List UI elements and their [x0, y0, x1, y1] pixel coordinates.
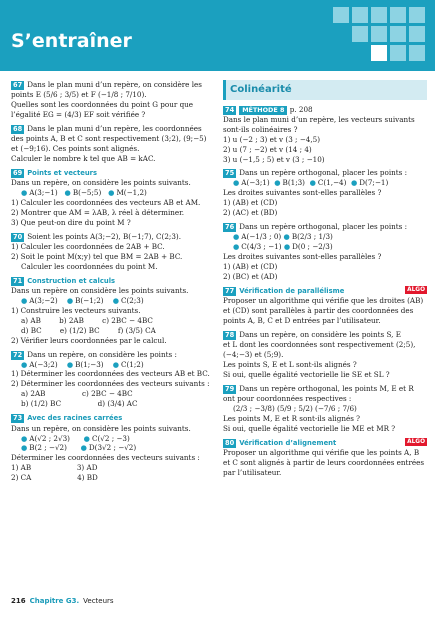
- text: par l’utilisateur.: [223, 467, 282, 477]
- exercise-number: 69: [13, 168, 23, 177]
- right-column: [223, 80, 427, 482]
- text: Dans un repère orthogonal, les points M, E et R: [239, 383, 414, 393]
- exercise-number: 77: [225, 286, 235, 295]
- algo-badge: ALGO: [407, 438, 425, 445]
- text: Dans un repère, on considère les points suivants.: [11, 423, 191, 433]
- exercise-number: 75: [225, 169, 235, 178]
- exercise-number: 74: [225, 105, 235, 114]
- points-list: ● A(3;−1) ● B(−5;5) ● M(−1,2): [21, 187, 147, 197]
- question: 2) (BC) et (AD): [223, 271, 278, 281]
- text: sont-ils colinéaires ?: [223, 124, 298, 134]
- exercise-title: Points et vecteurs: [27, 168, 98, 177]
- text: Dans le plan muni d’un repère, on considère les: [27, 80, 202, 89]
- question: 1) Calculer les coordonnées des vecteurs AB et AM.: [11, 197, 201, 207]
- items-row: a) AB b) 2AB c) 2BC − 4BC: [21, 315, 153, 325]
- text: Dans un repère, on considère les points S, E: [239, 330, 401, 340]
- items-row: 1) AB 3) AD: [11, 463, 98, 473]
- items-row: d) BC e) (1/2) BC f) (3/5) CA: [21, 325, 156, 335]
- exercise-number: 73: [13, 414, 23, 423]
- decor-square: [409, 7, 425, 23]
- exercise-78: [223, 330, 427, 380]
- text: et L dont les coordonnées sont respectivement (2;5),: [223, 340, 416, 350]
- exercise-number: 80: [225, 438, 235, 447]
- question: 1) Construire les vecteurs suivants.: [11, 305, 141, 315]
- question: 1) Calculer les coordonnées de 2AB + BC.: [11, 241, 165, 251]
- text: et (−9;16). Ces points sont alignés.: [11, 143, 140, 153]
- question: 1) (AB) et (CD): [223, 198, 278, 208]
- question: 2) Vérifier leurs coordonnées par le calcul.: [11, 335, 167, 345]
- points-list: ● A(−3;1) ● B(1;3) ● C(1,−4) ● D(7;−1): [233, 178, 389, 188]
- exercise-80: [223, 438, 427, 478]
- page-footer: [11, 597, 114, 605]
- exercise-title: Construction et calculs: [27, 276, 116, 285]
- items-row: b) (1/2) BC d) (3/4) AC: [21, 399, 138, 409]
- exercise-74: [223, 105, 427, 165]
- points-list: ● A(−1/3 ; 0) ● B(2/3 ; 1/3): [233, 232, 333, 242]
- exercise-79: [223, 384, 427, 434]
- question: 1) u (−2 ; 3) et v (3 ; −4,5): [223, 134, 321, 144]
- question: 3) Que peut-on dire du point M ?: [11, 217, 131, 227]
- text: Les droites suivantes sont-elles parallèles ?: [223, 188, 382, 198]
- text: Dans un repère, on considère les points :: [27, 349, 177, 359]
- text: l’égalité EG = (4/3) EF soit vérifiée ?: [11, 109, 146, 119]
- left-column: [11, 80, 217, 487]
- exercise-67: [11, 80, 217, 120]
- exercise-title: Vérification d’alignement: [239, 438, 337, 447]
- algo-badge: ALGO: [407, 286, 425, 293]
- points-list: ● C(4/3 ; −1) ● D(0 ; −2/3): [233, 242, 333, 252]
- text: Dans un repère, on considère les points suivants.: [11, 178, 191, 187]
- exercise-number: 76: [225, 223, 235, 232]
- exercise-number: 78: [225, 331, 235, 340]
- decor-square: [390, 26, 406, 42]
- text: (−4;−3) et (5;9).: [223, 350, 284, 360]
- question: 1) (AB) et (CD): [223, 262, 278, 272]
- chapter-label: Chapitre G3.: [29, 597, 80, 605]
- question: 2) (AC) et (BD): [223, 208, 278, 218]
- text: Proposer un algorithme qui vérifie que les points A, B: [223, 447, 420, 457]
- question: 2) Soit le point M(x;y) tel que BM = 2AB + BC.: [11, 251, 183, 261]
- page-reference: p. 208: [289, 104, 313, 114]
- question: Calculer les coordonnées du point M.: [21, 261, 158, 271]
- section-title: Colinéarité: [223, 80, 427, 100]
- exercise-77: [223, 286, 427, 326]
- question: 2) u (7 ; −2) et v (14 ; 4): [223, 144, 312, 154]
- page-header: [0, 0, 435, 71]
- points-list: ● A(−3;2) ● B(1;−3) ● C(1;2): [21, 359, 144, 369]
- exercise-72: [11, 350, 217, 410]
- page-number: 216: [11, 597, 26, 605]
- text: ont pour coordonnées respectives :: [223, 393, 352, 403]
- question: Si oui, quelle égalité vectorielle lie ME et MR ?: [223, 423, 396, 433]
- question: 2) Déterminer les coordonnées des vecteurs suivants :: [11, 379, 210, 389]
- exercise-number: 68: [13, 124, 23, 133]
- exercise-number: 67: [13, 81, 23, 89]
- exercise-75: [223, 168, 427, 218]
- exercise-number: 71: [13, 276, 23, 285]
- text: Dans le plan muni d’un repère, les vecteurs suivants: [223, 114, 415, 124]
- question: 3) u (−1,5 ; 5) et v (3 ; −10): [223, 154, 325, 164]
- text: et (CD) sont parallèles à partir des coordonnées des: [223, 306, 414, 316]
- text: Dans un repère orthogonal, placer les points :: [239, 168, 408, 178]
- decor-square: [371, 7, 387, 23]
- exercise-title: Avec des racines carrées: [27, 414, 123, 423]
- text: et C sont alignés à partir de leurs coordonnées entrées: [223, 457, 425, 467]
- text: Dans un repère on considère les points suivants.: [11, 285, 189, 295]
- question: Les points S, E et L sont-ils alignés ?: [223, 359, 357, 369]
- decor-square: [333, 7, 349, 23]
- exercise-69: [11, 168, 217, 228]
- exercise-76: [223, 222, 427, 282]
- decor-square: [390, 7, 406, 23]
- exercise-title: Vérification de parallélisme: [239, 286, 345, 295]
- points-list: ● A(√2 ; 2√3) ● C(√2 ; −3): [21, 433, 130, 443]
- decor-square: [352, 7, 368, 23]
- text: des points A, B et C sont respectivement (3;2), (9;−5): [11, 133, 207, 143]
- exercise-number: 70: [13, 232, 23, 241]
- question: Les points M, E et R sont-ils alignés ?: [223, 413, 361, 423]
- decor-square: [352, 26, 368, 42]
- question: Déterminer les coordonnées des vecteurs suivants :: [11, 453, 200, 463]
- chapter-topic: Vecteurs: [83, 597, 114, 605]
- items-row: 2) CA 4) BD: [11, 473, 98, 483]
- text: Dans un repère orthogonal, placer les points :: [239, 222, 408, 232]
- text: points E (5/6 ; 3/5) et F (−1/8 ; 7/10).: [11, 90, 147, 99]
- points-list: (2/3 ; −3/8) (5/9 ; 5/2) (−7/6 ; 7/6): [233, 403, 357, 413]
- decor-square: [371, 26, 387, 42]
- exercise-71: [11, 276, 217, 346]
- exercise-70: [11, 232, 217, 272]
- decor-square: [409, 45, 425, 61]
- decor-square: [371, 45, 387, 61]
- text: Soient les points A(3;−2), B(−1;7), C(2;3).: [27, 231, 182, 241]
- question: 1) Déterminer les coordonnées des vecteurs AB et BC.: [11, 369, 210, 379]
- text: points A, B, C et D entrées par l’utilisateur.: [223, 316, 381, 326]
- decor-square: [390, 45, 406, 61]
- exercise-73: [11, 413, 217, 483]
- method-badge[interactable]: MÉTHODE 8: [239, 106, 287, 115]
- items-row: a) 2AB c) 2BC − 4BC: [21, 389, 133, 399]
- text: Quelles sont les coordonnées du point G pour que: [11, 99, 194, 109]
- points-list: ● A(3;−2) ● B(−1;2) ● C(2;3): [21, 295, 144, 305]
- exercise-number: 79: [225, 384, 235, 393]
- text: Proposer un algorithme qui vérifie que les droites (AB): [223, 296, 424, 306]
- page-title: S’entraîner: [11, 30, 132, 52]
- points-list: ● B(2 ; −√2) ● D(3√2 ; −√2): [21, 443, 137, 453]
- text: Les droites suivantes sont-elles parallèles ?: [223, 252, 382, 262]
- exercise-68: [11, 124, 217, 164]
- text: Calculer le nombre k tel que AB = kAC.: [11, 153, 156, 163]
- decor-square: [409, 26, 425, 42]
- question: Si oui, quelle égalité vectorielle lie SE et SL ?: [223, 369, 390, 379]
- exercise-number: 72: [13, 350, 23, 359]
- text: Dans le plan muni d’un repère, les coordonnées: [27, 123, 202, 133]
- question: 2) Montrer que AM = λAB, λ réel à déterminer.: [11, 207, 185, 217]
